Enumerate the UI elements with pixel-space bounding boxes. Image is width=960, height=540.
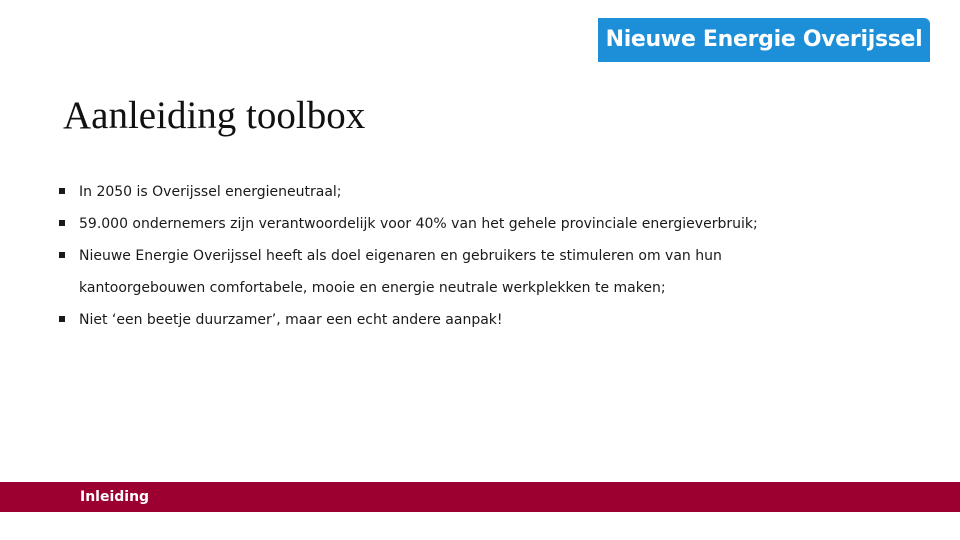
bullet-item	[58, 240, 918, 304]
bullet-item	[58, 208, 918, 240]
bullet-item	[58, 304, 918, 336]
bullet-text: 59.000 ondernemers zijn verantwoordelijk voor 40% van het gehele provinciale energieverbruik;	[79, 216, 758, 232]
square-bullet-icon	[59, 252, 65, 258]
square-bullet-icon	[59, 220, 65, 226]
bullet-text: Niet ‘een beetje duurzamer’, maar een echt andere aanpak!	[79, 312, 503, 328]
bullet-text-line-2: kantoorgebouwen comfortabele, mooie en energie neutrale werkplekken te maken;	[79, 280, 666, 296]
footer-section-label: Inleiding	[80, 489, 150, 505]
square-bullet-icon	[59, 188, 65, 194]
bullet-item	[58, 176, 918, 208]
bullet-list	[58, 176, 918, 336]
slide-title: Aanleiding toolbox	[63, 94, 366, 137]
bullet-text-line-1: Nieuwe Energie Overijssel heeft als doel eigenaren en gebruikers te stimuleren om van hun	[79, 248, 722, 264]
footer-bar	[0, 482, 960, 512]
square-bullet-icon	[59, 316, 65, 322]
brand-logo-text: Nieuwe Energie Overijssel	[605, 27, 923, 52]
bullet-text: In 2050 is Overijssel energieneutraal;	[79, 184, 342, 200]
brand-logo	[598, 18, 930, 62]
